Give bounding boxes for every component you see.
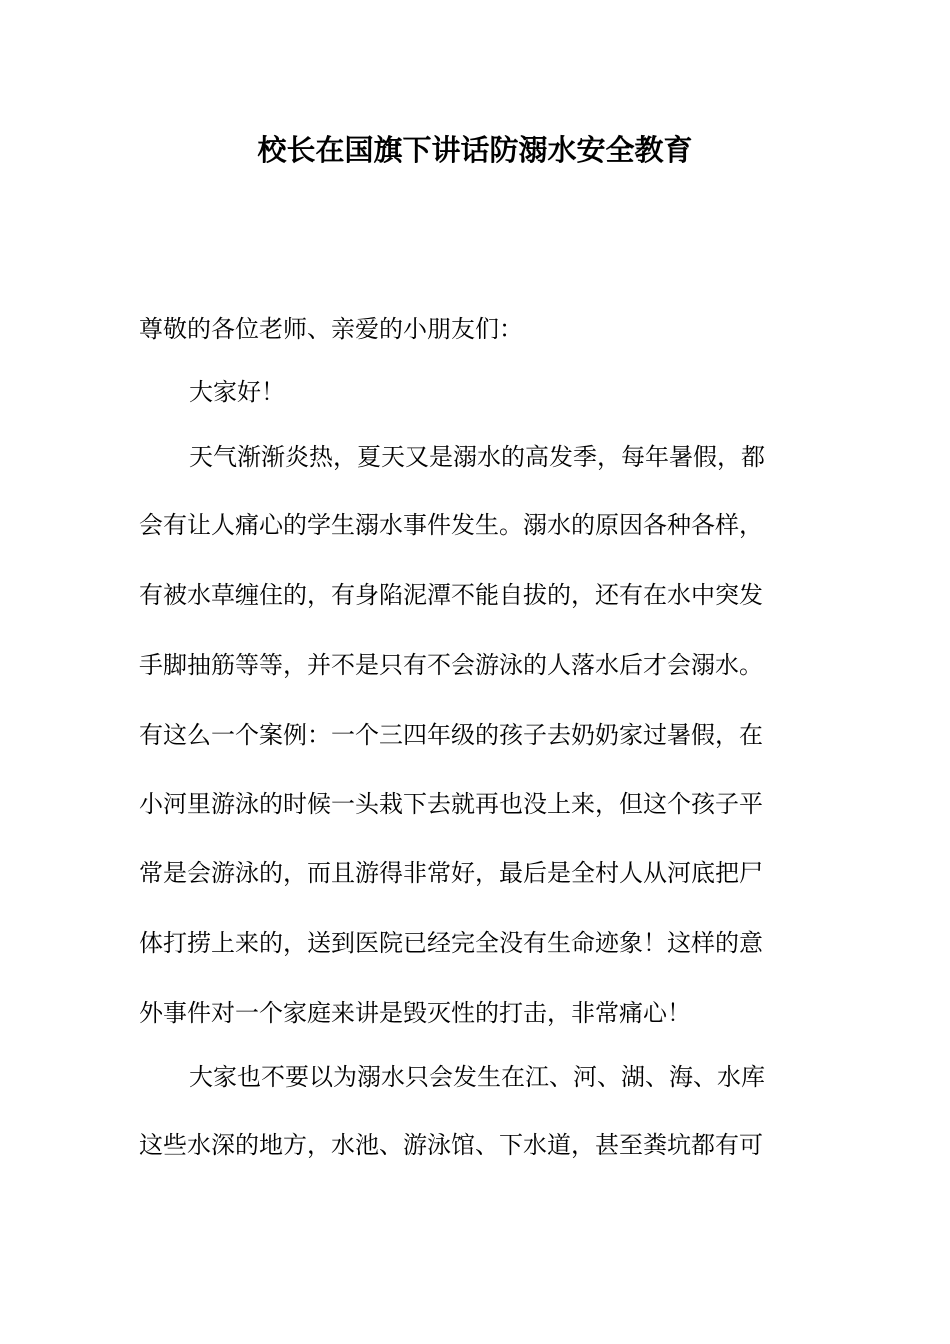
paragraph-line: 有被水草缠住的，有身陷泥潭不能自拔的，还有在水中突发 bbox=[139, 581, 763, 609]
paragraph-line: 会有让人痛心的学生溺水事件发生。溺水的原因各种各样， bbox=[139, 511, 763, 539]
paragraph-line: 有这么一个案例：一个三四年级的孩子去奶奶家过暑假，在 bbox=[139, 721, 763, 749]
paragraph-line: 小河里游泳的时候一头栽下去就再也没上来，但这个孩子平 bbox=[139, 790, 763, 818]
paragraph-line: 这些水深的地方，水池、游泳馆、下水道，甚至粪坑都有可 bbox=[139, 1131, 763, 1159]
paragraph-line: 常是会游泳的，而且游得非常好，最后是全村人从河底把尸 bbox=[139, 859, 763, 887]
paragraph-line: 外事件对一个家庭来讲是毁灭性的打击，非常痛心！ bbox=[139, 999, 691, 1027]
paragraph-line: 大家也不要以为溺水只会发生在江、河、湖、海、水库 bbox=[189, 1063, 765, 1091]
document-title: 校长在国旗下讲话防溺水安全教育 bbox=[257, 133, 693, 167]
paragraph-line: 手脚抽筋等等，并不是只有不会游泳的人落水后才会溺水。 bbox=[139, 651, 763, 679]
paragraph-line: 天气渐渐炎热，夏天又是溺水的高发季，每年暑假，都 bbox=[189, 443, 765, 471]
greeting-line: 大家好！ bbox=[189, 378, 285, 406]
paragraph-line: 体打捞上来的，送到医院已经完全没有生命迹象！这样的意 bbox=[139, 929, 763, 957]
salutation-line: 尊敬的各位老师、亲爱的小朋友们： bbox=[139, 315, 523, 343]
